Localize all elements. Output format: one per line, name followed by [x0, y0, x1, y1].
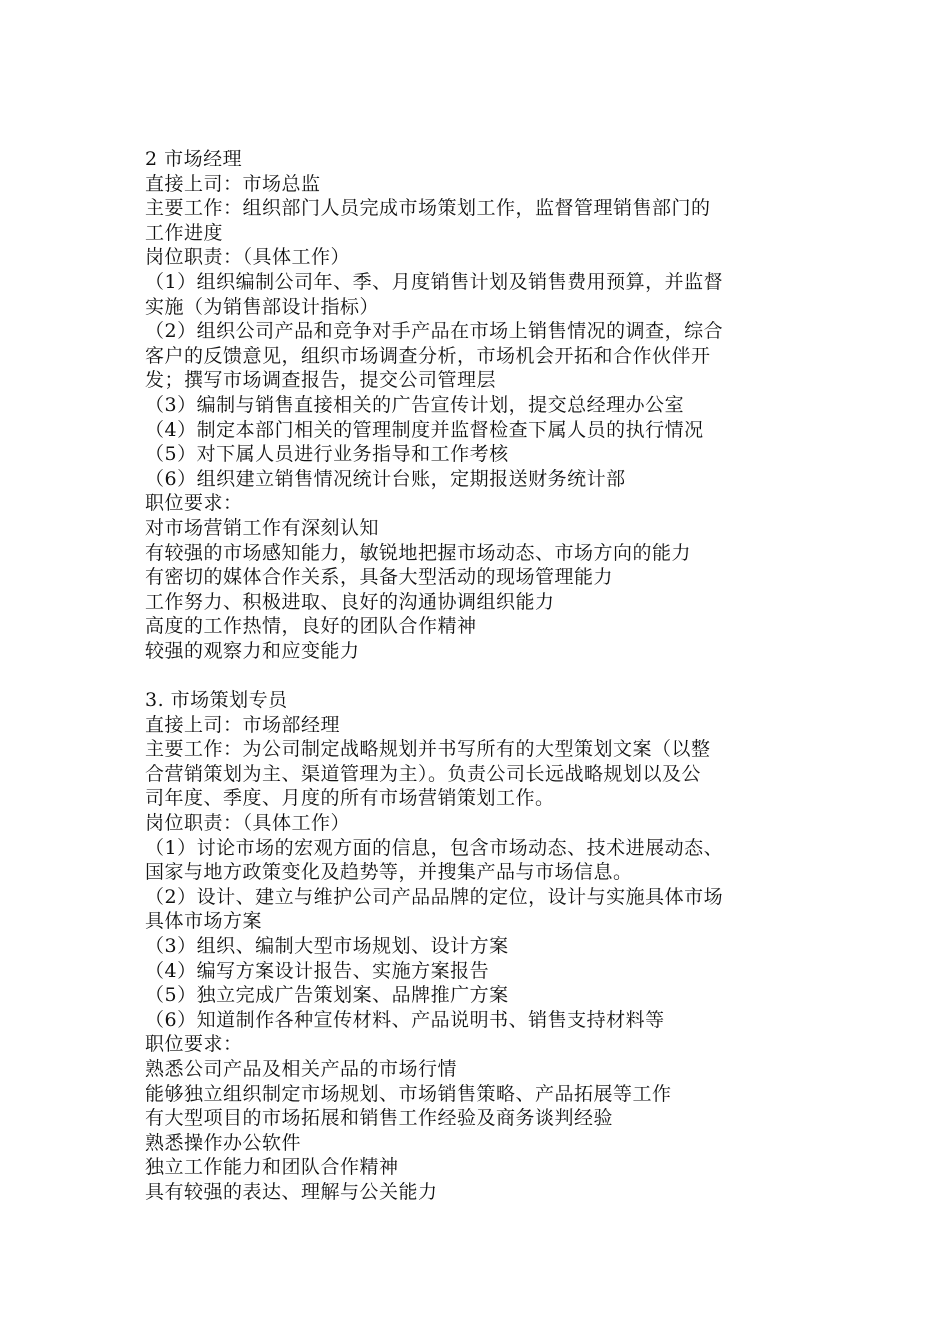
requirements-heading: 职位要求：: [145, 492, 243, 515]
duty-item: （3）编制与销售直接相关的广告宣传计划，提交总经理办公室: [145, 393, 685, 416]
duties-heading: 岗位职责：（具体工作）: [145, 246, 351, 269]
section-marketing-planner: [145, 688, 825, 1204]
supervisor-line: 直接上司：市场部经理: [145, 713, 341, 736]
requirement-item: 有密切的媒体合作关系，具备大型活动的现场管理能力: [145, 566, 614, 589]
duty-item: （4）制定本部门相关的管理制度并监督检查下属人员的执行情况: [145, 418, 704, 441]
duty-item: （5）独立完成广告策划案、品牌推广方案: [145, 984, 509, 1007]
main-work-line: 工作进度: [145, 221, 224, 244]
duties-heading: 岗位职责：（具体工作）: [145, 812, 351, 835]
duty-item: （2）设计、建立与维护公司产品品牌的定位，设计与实施具体市场: [145, 885, 724, 908]
duty-item: 发；撰写市场调查报告，提交公司管理层: [145, 369, 497, 392]
section-spacer: [145, 663, 825, 688]
duty-item: （2）组织公司产品和竞争对手产品在市场上销售情况的调查，综合: [145, 320, 724, 343]
requirement-item: 熟悉公司产品及相关产品的市场行情: [145, 1057, 458, 1080]
requirement-item: 独立工作能力和团队合作精神: [145, 1156, 399, 1179]
main-work-line: 司年度、季度、月度的所有市场营销策划工作。: [145, 787, 555, 810]
section-title: 2 市场经理: [145, 148, 243, 170]
main-work-line: 主要工作：为公司制定战略规划并书写所有的大型策划文案（以整: [145, 738, 711, 761]
supervisor-line: 直接上司：市场总监: [145, 172, 321, 195]
requirement-item: 具有较强的表达、理解与公关能力: [145, 1180, 438, 1203]
main-work-line: 主要工作：组织部门人员完成市场策划工作，监督管理销售部门的: [145, 197, 711, 220]
duty-item: （6）组织建立销售情况统计台账，定期报送财务统计部: [145, 467, 626, 490]
main-work-line: 合营销策划为主、渠道管理为主）。负责公司长远战略规划以及公: [145, 762, 702, 785]
duty-item: （1）组织编制公司年、季、月度销售计划及销售费用预算，并监督: [145, 270, 724, 293]
duty-item: （1）讨论市场的宏观方面的信息，包含市场动态、技术进展动态、: [145, 836, 724, 859]
duty-item: （5）对下属人员进行业务指导和工作考核: [145, 443, 509, 466]
duty-item: 具体市场方案: [145, 910, 263, 933]
requirements-heading: 职位要求：: [145, 1033, 243, 1056]
requirement-item: 较强的观察力和应变能力: [145, 639, 360, 662]
requirement-item: 熟悉操作办公软件: [145, 1131, 302, 1154]
duty-item: 国家与地方政策变化及趋势等，并搜集产品与市场信息。: [145, 861, 633, 884]
duty-item: 实施（为销售部设计指标）: [145, 295, 380, 318]
requirement-item: 对市场营销工作有深刻认知: [145, 516, 380, 539]
document-body: [145, 147, 825, 1205]
duty-item: （4）编写方案设计报告、实施方案报告: [145, 959, 490, 982]
duty-item: （6）知道制作各种宣传材料、产品说明书、销售支持材料等: [145, 1008, 665, 1031]
requirement-item: 能够独立组织制定市场规划、市场销售策略、产品拓展等工作: [145, 1082, 672, 1105]
duty-item: （3）组织、编制大型市场规划、设计方案: [145, 935, 509, 957]
requirement-item: 有大型项目的市场拓展和销售工作经验及商务谈判经验: [145, 1107, 614, 1130]
requirement-item: 高度的工作热情，良好的团队合作精神: [145, 615, 477, 638]
requirement-item: 有较强的市场感知能力，敏锐地把握市场动态、市场方向的能力: [145, 541, 692, 564]
duty-item: 客户的反馈意见，组织市场调查分析，市场机会开拓和合作伙伴开: [145, 344, 711, 367]
section-market-manager: [145, 147, 825, 663]
section-title: 3. 市场策划专员: [145, 689, 288, 712]
requirement-item: 工作努力、积极进取、良好的沟通协调组织能力: [145, 590, 555, 613]
